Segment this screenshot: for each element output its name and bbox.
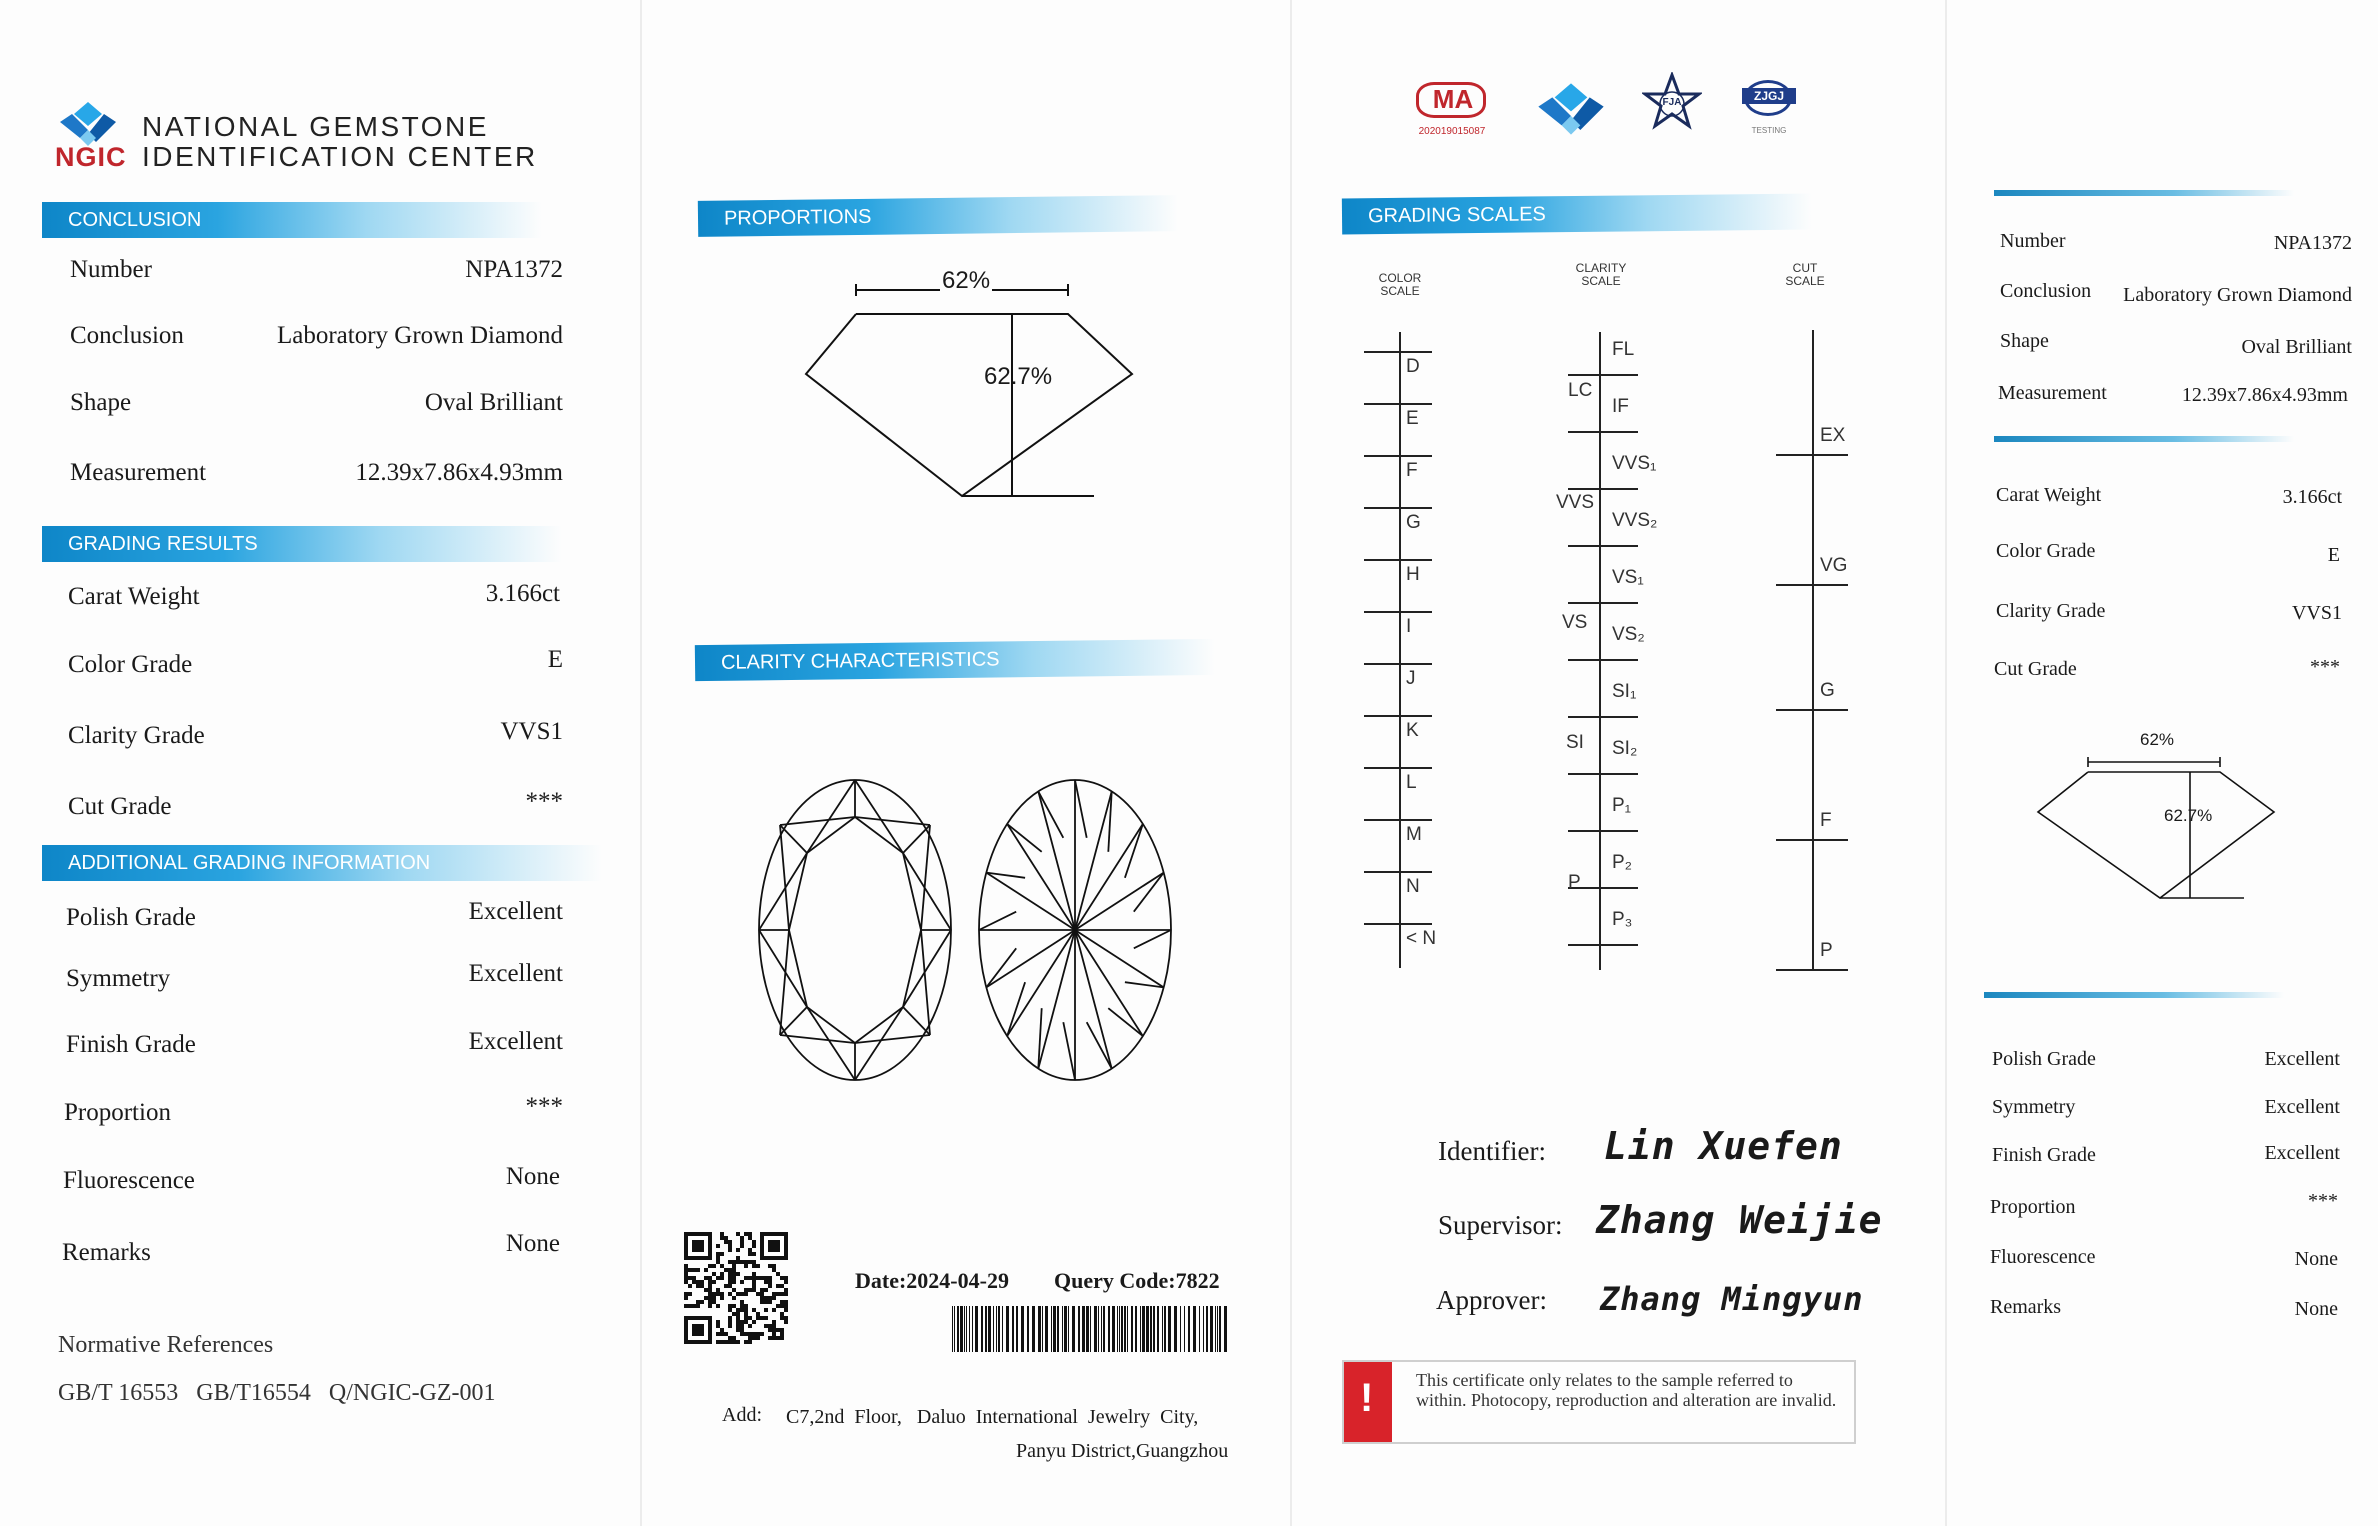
grading-scales-axes bbox=[1350, 320, 1870, 980]
symmetry-label: Symmetry bbox=[66, 965, 171, 992]
summary-depth-percent: 62.7% bbox=[2164, 806, 2213, 825]
clarity-grade-6: SI₁ bbox=[1612, 681, 1637, 702]
identifier-label: Identifier: bbox=[1438, 1136, 1546, 1166]
org-name-line1: NATIONAL GEMSTONE bbox=[142, 111, 489, 142]
color-label: Color Grade bbox=[68, 651, 193, 678]
identifier-signature: Lin Xuefen bbox=[1604, 1124, 1843, 1168]
summary-proportion-value: *** bbox=[2308, 1190, 2338, 1212]
proportion-label: Proportion bbox=[64, 1099, 171, 1126]
summary-color-label: Color Grade bbox=[1996, 540, 2096, 562]
summary-carat-label: Carat Weight bbox=[1996, 484, 2102, 506]
color-grade-8: L bbox=[1406, 772, 1417, 793]
ngic-logo-icon bbox=[58, 100, 118, 148]
clarity-grade-7: SI₂ bbox=[1612, 738, 1638, 759]
cma-number: 202019015087 bbox=[1418, 126, 1486, 137]
pavilion-facet-line bbox=[1108, 1008, 1143, 1036]
cut-grade-1: VG bbox=[1820, 555, 1848, 576]
summary-conclusion-value: Laboratory Grown Diamond bbox=[2123, 284, 2352, 306]
summary-proportion-label: Proportion bbox=[1990, 1196, 2076, 1218]
section-proportions: PROPORTIONS bbox=[698, 195, 1178, 237]
summary-finish-label: Finish Grade bbox=[1992, 1144, 2096, 1166]
summary-bottom-rule bbox=[1984, 992, 2284, 998]
summary-measurement-label: Measurement bbox=[1998, 382, 2107, 404]
summary-polish-label: Polish Grade bbox=[1992, 1048, 2096, 1070]
cut-grade-4: P bbox=[1820, 940, 1833, 961]
ngic-small-logo-icon bbox=[1536, 80, 1606, 138]
zjgj-sub: TESTING bbox=[1751, 126, 1787, 135]
org-name-line2: IDENTIFICATION CENTER bbox=[142, 141, 538, 172]
address-label: Add: bbox=[722, 1404, 762, 1426]
section-clarity-characteristics: CLARITY CHARACTERISTICS bbox=[695, 639, 1215, 681]
clarity-group-4: P bbox=[1568, 872, 1581, 893]
summary-proportions-diagram bbox=[2030, 742, 2280, 912]
summary-measurement-value: 12.39x7.86x4.93mm bbox=[2181, 384, 2348, 406]
cma-icon bbox=[1412, 82, 1492, 142]
summary-number-value: NPA1372 bbox=[2273, 232, 2352, 254]
clarity-scale-title bbox=[1570, 262, 1632, 288]
cut-scale-title bbox=[1780, 262, 1830, 288]
clarity-group-2: VS bbox=[1562, 612, 1588, 633]
pavilion-facet-line bbox=[1075, 780, 1087, 838]
pavilion-facet-line bbox=[1134, 930, 1171, 948]
summary-number-label: Number bbox=[2000, 230, 2066, 252]
measurement-value: 12.39x7.86x4.93mm bbox=[355, 459, 563, 486]
color-grade-6: J bbox=[1406, 668, 1416, 689]
clarity-grade-4: VS₁ bbox=[1612, 567, 1644, 588]
summary-symmetry-label: Symmetry bbox=[1992, 1096, 2076, 1118]
section-additional: ADDITIONAL GRADING INFORMATION bbox=[42, 845, 602, 881]
carat-value: 3.166ct bbox=[485, 580, 560, 607]
color-grade-4: H bbox=[1406, 564, 1420, 585]
summary-table-percent: 62% bbox=[2140, 730, 2175, 749]
summary-carat-value: 3.166ct bbox=[2282, 486, 2342, 508]
pavilion-facet-diagram bbox=[975, 775, 1175, 1085]
normative-title: Normative References bbox=[58, 1332, 274, 1358]
cut-grade-2: G bbox=[1820, 680, 1835, 701]
pavilion-facet-line bbox=[1007, 824, 1042, 852]
color-scale-title-line1: COLOR bbox=[1378, 271, 1422, 285]
summary-clarity-label: Clarity Grade bbox=[1996, 600, 2106, 622]
address-line2: Panyu District,Guangzhou bbox=[1016, 1440, 1229, 1462]
cut-grade-0: EX bbox=[1820, 425, 1846, 446]
address-line1: C7,2nd Floor, Daluo International Jewelry City, bbox=[786, 1406, 1199, 1428]
barcode-icon bbox=[950, 1306, 1230, 1352]
table-percent: 62% bbox=[942, 267, 991, 294]
crown-facet-diagram bbox=[755, 775, 955, 1085]
color-value: E bbox=[547, 646, 563, 673]
shape-label: Shape bbox=[70, 389, 132, 416]
measurement-label: Measurement bbox=[70, 459, 207, 486]
clarity-scale-title-line2: SCALE bbox=[1581, 274, 1621, 288]
zjgj-icon bbox=[1738, 76, 1800, 138]
summary-color-value: E bbox=[2327, 544, 2340, 566]
pavilion-facet-line bbox=[1063, 1022, 1075, 1080]
summary-conclusion-label: Conclusion bbox=[2000, 280, 2092, 302]
fluorescence-value: None bbox=[505, 1163, 560, 1190]
proportions-diagram bbox=[770, 270, 1150, 510]
summary-cut-label: Cut Grade bbox=[1994, 658, 2077, 680]
section-grading-scales: GRADING SCALES bbox=[1342, 194, 1812, 235]
clarity-grade-9: P₂ bbox=[1612, 852, 1633, 873]
color-grade-0: D bbox=[1406, 356, 1420, 377]
org-name bbox=[142, 112, 538, 172]
issue-date: Date:2024-04-29 bbox=[855, 1268, 1009, 1293]
symmetry-value: Excellent bbox=[468, 960, 563, 987]
summary-cut-value: *** bbox=[2310, 656, 2340, 678]
summary-remarks-label: Remarks bbox=[1990, 1296, 2062, 1318]
summary-shape-value: Oval Brilliant bbox=[2241, 336, 2352, 358]
color-grade-10: N bbox=[1406, 876, 1420, 897]
clarity-grade-3: VVS₂ bbox=[1612, 510, 1658, 531]
validity-notice bbox=[1342, 1360, 1856, 1444]
section-grading-results: GRADING RESULTS bbox=[42, 526, 562, 562]
fja-mark: FJA bbox=[1662, 97, 1682, 108]
polish-value: Excellent bbox=[468, 898, 563, 925]
pavilion-facet-line bbox=[1134, 873, 1164, 912]
color-scale-title-line2: SCALE bbox=[1380, 284, 1420, 298]
number-value: NPA1372 bbox=[465, 256, 563, 283]
carat-label: Carat Weight bbox=[68, 583, 200, 610]
color-grade-11: < N bbox=[1406, 928, 1437, 949]
clarity-grade-10: P₃ bbox=[1612, 909, 1633, 930]
summary-top-rule bbox=[1994, 190, 2294, 196]
clarity-grade-5: VS₂ bbox=[1612, 624, 1645, 645]
finish-label: Finish Grade bbox=[66, 1031, 196, 1058]
conclusion-value: Laboratory Grown Diamond bbox=[276, 322, 563, 349]
number-label: Number bbox=[70, 256, 152, 283]
panel-divider bbox=[640, 0, 642, 1526]
summary-symmetry-value: Excellent bbox=[2264, 1096, 2340, 1118]
clarity-group-1: VVS bbox=[1556, 492, 1595, 513]
summary-remarks-value: None bbox=[2294, 1298, 2338, 1320]
summary-shape-label: Shape bbox=[2000, 330, 2049, 352]
supervisor-signature: Zhang Weijie bbox=[1596, 1198, 1883, 1242]
fja-icon bbox=[1642, 72, 1702, 132]
conclusion-label: Conclusion bbox=[70, 322, 184, 349]
section-conclusion: CONCLUSION bbox=[42, 202, 542, 238]
query-code: Query Code:7822 bbox=[1054, 1268, 1220, 1293]
qr-code-icon[interactable] bbox=[684, 1232, 788, 1344]
color-scale-title bbox=[1370, 272, 1430, 298]
clarity-grade-0: FL bbox=[1612, 339, 1635, 360]
fluorescence-label: Fluorescence bbox=[63, 1167, 195, 1194]
pavilion-facet-line bbox=[1038, 791, 1063, 837]
summary-clarity-value: VVS1 bbox=[2291, 602, 2342, 624]
cut-value: *** bbox=[525, 788, 563, 815]
summary-polish-value: Excellent bbox=[2264, 1048, 2340, 1070]
ngic-abbr: NGIC bbox=[55, 142, 127, 172]
shape-value: Oval Brilliant bbox=[424, 389, 563, 416]
pavilion-facet-line bbox=[1125, 824, 1143, 878]
panel-divider bbox=[1945, 0, 1947, 1526]
clarity-group-3: SI bbox=[1566, 732, 1584, 753]
depth-percent: 62.7% bbox=[984, 363, 1053, 390]
clarity-grade-1: IF bbox=[1612, 396, 1629, 417]
pavilion-facet-line bbox=[1007, 982, 1025, 1036]
cut-scale-title-line1: CUT bbox=[1792, 261, 1818, 275]
panel-divider bbox=[1290, 0, 1292, 1526]
color-grade-9: M bbox=[1406, 824, 1422, 845]
color-grade-1: E bbox=[1406, 408, 1419, 429]
normative-refs: GB/T 16553 GB/T16554 Q/NGIC-GZ-001 bbox=[58, 1380, 496, 1406]
clarity-grade-2: VVS₁ bbox=[1612, 453, 1657, 474]
approver-label: Approver: bbox=[1436, 1285, 1547, 1315]
supervisor-label: Supervisor: bbox=[1438, 1210, 1563, 1240]
pavilion-facet-line bbox=[1087, 1022, 1112, 1068]
pavilion-facet-line bbox=[986, 948, 1016, 987]
clarity-label: Clarity Grade bbox=[68, 722, 205, 749]
color-grade-7: K bbox=[1406, 720, 1419, 741]
cut-scale-title-line2: SCALE bbox=[1785, 274, 1825, 288]
clarity-scale-title-line1: CLARITY bbox=[1575, 261, 1627, 275]
color-grade-5: I bbox=[1406, 616, 1412, 637]
cma-mark: MA bbox=[1432, 84, 1474, 114]
notice-text: This certificate only relates to the sample referred to within. Photocopy, reproduction and alteration are invalid. bbox=[1416, 1370, 1837, 1410]
summary-fluorescence-value: None bbox=[2294, 1248, 2338, 1270]
clarity-grade-8: P₁ bbox=[1612, 795, 1632, 816]
zjgj-mark: ZJGJ bbox=[1742, 88, 1796, 104]
warning-flag-icon: ! bbox=[1344, 1362, 1392, 1442]
remarks-label: Remarks bbox=[62, 1239, 151, 1266]
summary-finish-value: Excellent bbox=[2264, 1142, 2340, 1164]
cut-grade-3: F bbox=[1820, 810, 1832, 831]
clarity-value: VVS1 bbox=[500, 718, 563, 745]
approver-signature: Zhang Mingyun bbox=[1600, 1280, 1864, 1318]
finish-value: Excellent bbox=[468, 1028, 563, 1055]
summary-fluorescence-label: Fluorescence bbox=[1990, 1246, 2096, 1268]
clarity-group-0: LC bbox=[1568, 380, 1593, 401]
polish-label: Polish Grade bbox=[66, 904, 196, 931]
summary-mid-rule bbox=[1994, 436, 2294, 442]
proportion-value: *** bbox=[525, 1093, 563, 1120]
remarks-value: None bbox=[505, 1230, 560, 1257]
pavilion-facet-line bbox=[979, 912, 1016, 930]
color-grade-3: G bbox=[1406, 512, 1421, 533]
color-grade-2: F bbox=[1406, 460, 1418, 481]
cut-label: Cut Grade bbox=[68, 793, 172, 820]
